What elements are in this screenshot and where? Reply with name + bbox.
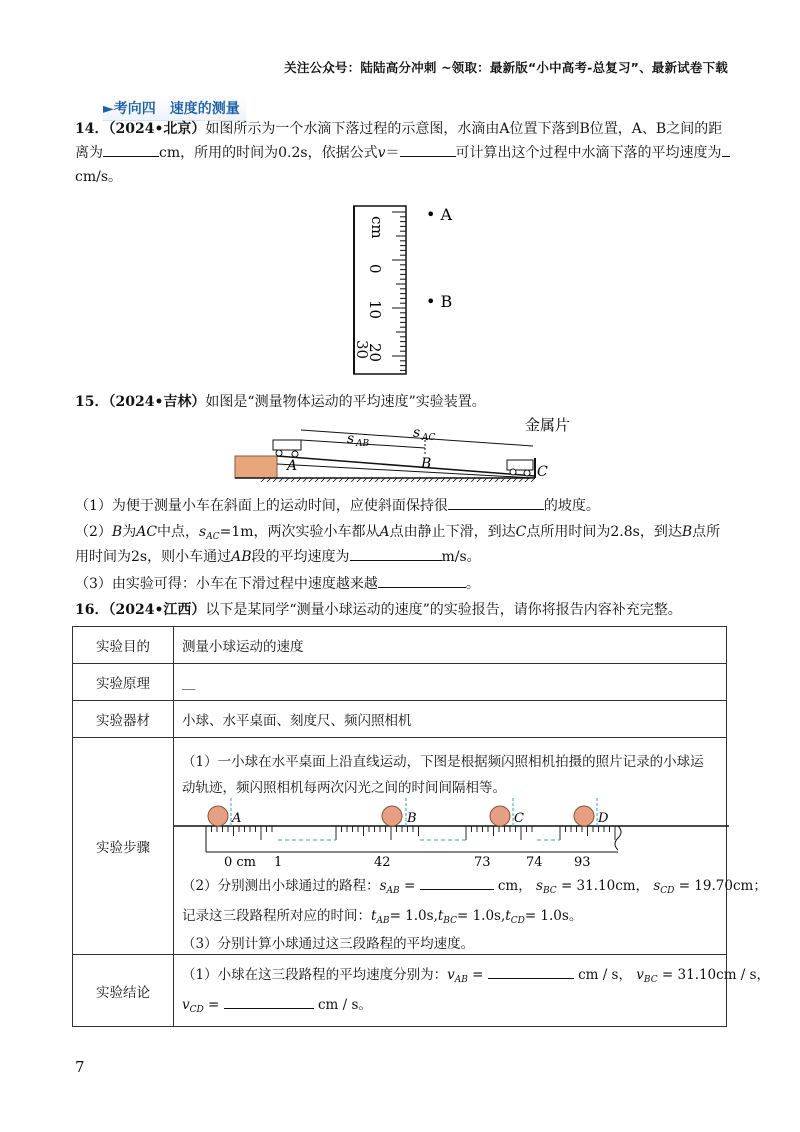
v-bc: v — [636, 967, 644, 983]
tick-93: 93 — [574, 855, 591, 866]
row-conclusion — [73, 955, 727, 1027]
s-cd: s — [653, 878, 661, 894]
q15-p2e: 中点， — [157, 524, 200, 540]
fig-sab-sub: AB — [356, 439, 370, 449]
cart-wheel-1 — [276, 450, 282, 456]
q14-line2 — [75, 141, 735, 165]
q14-text2a: 离为 — [75, 145, 103, 161]
point-a: • A — [426, 205, 453, 224]
q15-line1 — [75, 390, 735, 414]
conc-line2 — [182, 993, 372, 1015]
q16-number: 16． — [75, 602, 109, 618]
point-b: • B — [426, 292, 453, 311]
q15-p2f-sub: AC — [206, 532, 220, 542]
s-bc: s — [536, 878, 543, 894]
equipment-key: 实验器材 — [73, 701, 174, 738]
cart-top — [273, 440, 301, 450]
q14-blank-distance[interactable] — [103, 142, 159, 157]
ball-a — [208, 806, 228, 826]
step1a: （1）一小球在水平桌面上沿直线运动，下图是根据频闪照相机拍摄的照片记录的小球运 — [182, 754, 704, 770]
q16-line1 — [75, 598, 735, 622]
s-cd-sub: CD — [660, 886, 675, 896]
fig-label-b: B — [407, 811, 417, 826]
conclusion-cell — [174, 955, 771, 1027]
t-cd: t — [505, 908, 511, 924]
q15-p2b: B — [111, 524, 123, 540]
q15-p1b: 的坡度。 — [543, 498, 600, 514]
q15-p2d: AC — [136, 524, 158, 540]
q14-blank-formula[interactable] — [400, 142, 456, 157]
s-bc-sub: BC — [542, 886, 557, 896]
q15-blank-slope[interactable] — [448, 495, 544, 510]
cart-wheel-4 — [524, 470, 530, 476]
tick-74: 74 — [526, 855, 543, 866]
step3: （3）分别计算小球通过这三段路程的平均速度。 — [182, 936, 475, 952]
q14-text1: 如图所示为一个水滴下落过程的示意图，水滴由A位置下落到B位置，A、B之间的距 — [205, 121, 723, 137]
header-right: ~领取：最新版“小中高考-总复习”、最新试卷下载 — [441, 60, 728, 75]
t-bc-val: = 1.0s, — [456, 908, 506, 924]
equipment-value: 小球、水平桌面、刻度尺、频闪照相机 — [174, 701, 727, 738]
q14-eq: ＝ — [385, 145, 400, 161]
s-ab: s — [379, 878, 387, 894]
track-ticks — [206, 826, 615, 840]
blank-v-cd[interactable] — [224, 994, 314, 1009]
fig-sac: s — [413, 425, 421, 441]
t-cd-sub: CD — [510, 916, 525, 926]
s-ab-sub: AB — [386, 886, 400, 896]
conclusion-key: 实验结论 — [73, 955, 174, 1027]
tick-42: 42 — [374, 855, 391, 866]
v-ab-unit: cm / s， — [578, 967, 632, 983]
v-bc-sub: BC — [643, 975, 658, 985]
support-block — [235, 456, 277, 478]
v-ab: v — [447, 967, 455, 983]
row-steps — [73, 738, 727, 955]
blank-s-ab[interactable] — [420, 875, 494, 890]
v-bc-val: = 31.10cm / s， — [661, 967, 771, 983]
ball-track-figure — [174, 796, 729, 866]
s-bc-val: = 31.10cm， — [560, 878, 650, 894]
conc1a: （1）小球在这三段路程的平均速度分别为： — [182, 967, 448, 983]
step2b: 记录这三段路程所对应的时间： — [182, 908, 371, 924]
q15-p2h: ，两次实验小车都从 — [253, 524, 380, 540]
principle-value[interactable]: ＿ — [174, 664, 727, 701]
fig-a: A — [287, 458, 298, 474]
step2-line1 — [182, 874, 767, 896]
s-ab-eq: = — [403, 878, 416, 894]
cart-wheel-3 — [510, 469, 516, 475]
q15-p2k: C — [515, 524, 527, 540]
t-bc-sub: BC — [443, 916, 457, 926]
t-cd-val: = 1.0s。 — [524, 908, 583, 924]
ball-d — [574, 806, 594, 826]
section-title: ►考向四 速度的测量 — [103, 96, 246, 121]
steps-key: 实验步骤 — [73, 738, 174, 955]
page-number: 7 — [75, 1058, 85, 1076]
ruler-label-20: 20 — [366, 343, 384, 363]
fig-metal: 金属片 — [525, 416, 571, 434]
q15-p3a: 用时间为2s，则小车通过 — [75, 549, 232, 565]
v-cd-sub: CD — [189, 1005, 204, 1015]
q14-line3: cm/s。 — [75, 169, 123, 185]
tick-0cm: 0 cm — [224, 855, 257, 866]
fig-label-d: D — [598, 811, 609, 826]
q15-p2f: s — [199, 524, 207, 540]
v-ab-eq: = — [472, 967, 484, 983]
header-left: 关注公众号：陆陆高分冲刺 — [284, 60, 437, 75]
tick-73: 73 — [474, 855, 491, 866]
q15-p2l: 点所用时间为2.8s，到达 — [526, 524, 682, 540]
fig-c: C — [537, 464, 548, 480]
q14-var-v: v — [377, 145, 386, 161]
q15-p4b: 。 — [465, 576, 480, 592]
q15-blank-trend[interactable] — [378, 573, 466, 588]
cart-wheel-2 — [292, 451, 298, 457]
q15-p3b: AB — [231, 549, 252, 565]
q15-number: 15． — [75, 394, 109, 410]
ruler-label-0: 0 — [366, 264, 384, 274]
t-ab: t — [371, 908, 377, 924]
q15-p1a: （1）为便于测量小车在斜面上的运动时间，应使斜面保持很 — [75, 498, 448, 514]
v-ab-sub: AB — [454, 975, 468, 985]
q15-blank-speed[interactable] — [350, 546, 442, 561]
incline-figure — [225, 412, 585, 482]
q14-number: 14． — [75, 121, 109, 137]
blank-v-ab[interactable] — [488, 964, 574, 979]
page-header — [284, 58, 728, 76]
q15-p1 — [75, 494, 735, 518]
q15-p2i: A — [379, 524, 390, 540]
q15-p2n: 点所 — [692, 524, 721, 540]
fig-label-c: C — [514, 811, 524, 826]
q14-text2c: 可计算出这个过程中水滴下落的平均速度为 — [455, 145, 722, 161]
step2a: （2）分别测出小球通过的路程： — [182, 878, 380, 894]
ruler-break — [615, 826, 621, 850]
report-table — [72, 626, 771, 1027]
q15-source: （2024•吉林） — [108, 394, 206, 410]
q16-source: （2024•江西） — [108, 602, 206, 618]
step2-line2 — [182, 904, 582, 926]
q15-p2c: 为 — [122, 524, 137, 540]
step1b: 动轨迹，频闪照相机每两次闪光之间的时间间隔相等。 — [182, 780, 506, 796]
q15-p2j: 点由静止下滑，到达 — [389, 524, 516, 540]
fig-sab: s — [347, 431, 355, 447]
v-cd: v — [182, 997, 190, 1013]
q15-p3d: m/s。 — [441, 549, 481, 565]
row-equipment — [73, 701, 727, 738]
fig-b: B — [421, 456, 432, 472]
q15-p2m: B — [681, 524, 693, 540]
q14-text2b: cm，所用的时间为0.2s，依据公式 — [159, 145, 378, 161]
q15-p4a: （3）由实验可得：小车在下滑过程中速度越来越 — [75, 576, 378, 592]
q14-source: （2024•北京） — [108, 121, 206, 137]
t-ab-val: = 1.0s, — [389, 908, 438, 924]
cart-bottom — [507, 460, 533, 470]
purpose-key: 实验目的 — [73, 627, 174, 664]
row-purpose — [73, 627, 727, 664]
t-ab-sub: AB — [376, 916, 390, 926]
q16-text: 以下是某同学“测量小球运动的速度”的实验报告，请你将报告内容补充完整。 — [205, 602, 682, 618]
q15-text: 如图是“测量物体运动的平均速度”实验装置。 — [205, 394, 486, 410]
principle-key: 实验原理 — [73, 664, 174, 701]
q15-p4 — [75, 572, 735, 596]
ruler-label-30-text: 30 — [353, 340, 371, 360]
tick-1: 1 — [274, 855, 283, 866]
ruler-unit: cm — [368, 216, 386, 239]
ball-b — [382, 806, 402, 826]
q15-p2g: =1m — [219, 524, 254, 540]
v-cd-eq: = — [208, 997, 220, 1013]
steps-cell — [174, 738, 767, 955]
q15-p3c: 段的平均速度为 — [251, 549, 350, 565]
ruler-label-10: 10 — [366, 300, 384, 320]
purpose-value: 测量小球运动的速度 — [174, 627, 727, 664]
fig-label-a: A — [232, 811, 242, 826]
q14-blank-speed[interactable] — [722, 142, 730, 157]
s-cd-val: = 19.70cm； — [678, 878, 767, 894]
q14-line1 — [75, 117, 735, 141]
q15-p2a: （2） — [75, 524, 112, 540]
q15-p3 — [75, 545, 735, 569]
ruler-ticks — [392, 212, 406, 370]
conc-line1 — [182, 963, 770, 985]
row-principle — [73, 664, 727, 701]
v-cd-unit: cm / s。 — [317, 997, 372, 1013]
t-bc: t — [437, 908, 444, 924]
ball-c — [490, 806, 510, 826]
fig-sac-sub: AC — [422, 433, 436, 443]
s-ab-unit: cm， — [497, 878, 532, 894]
